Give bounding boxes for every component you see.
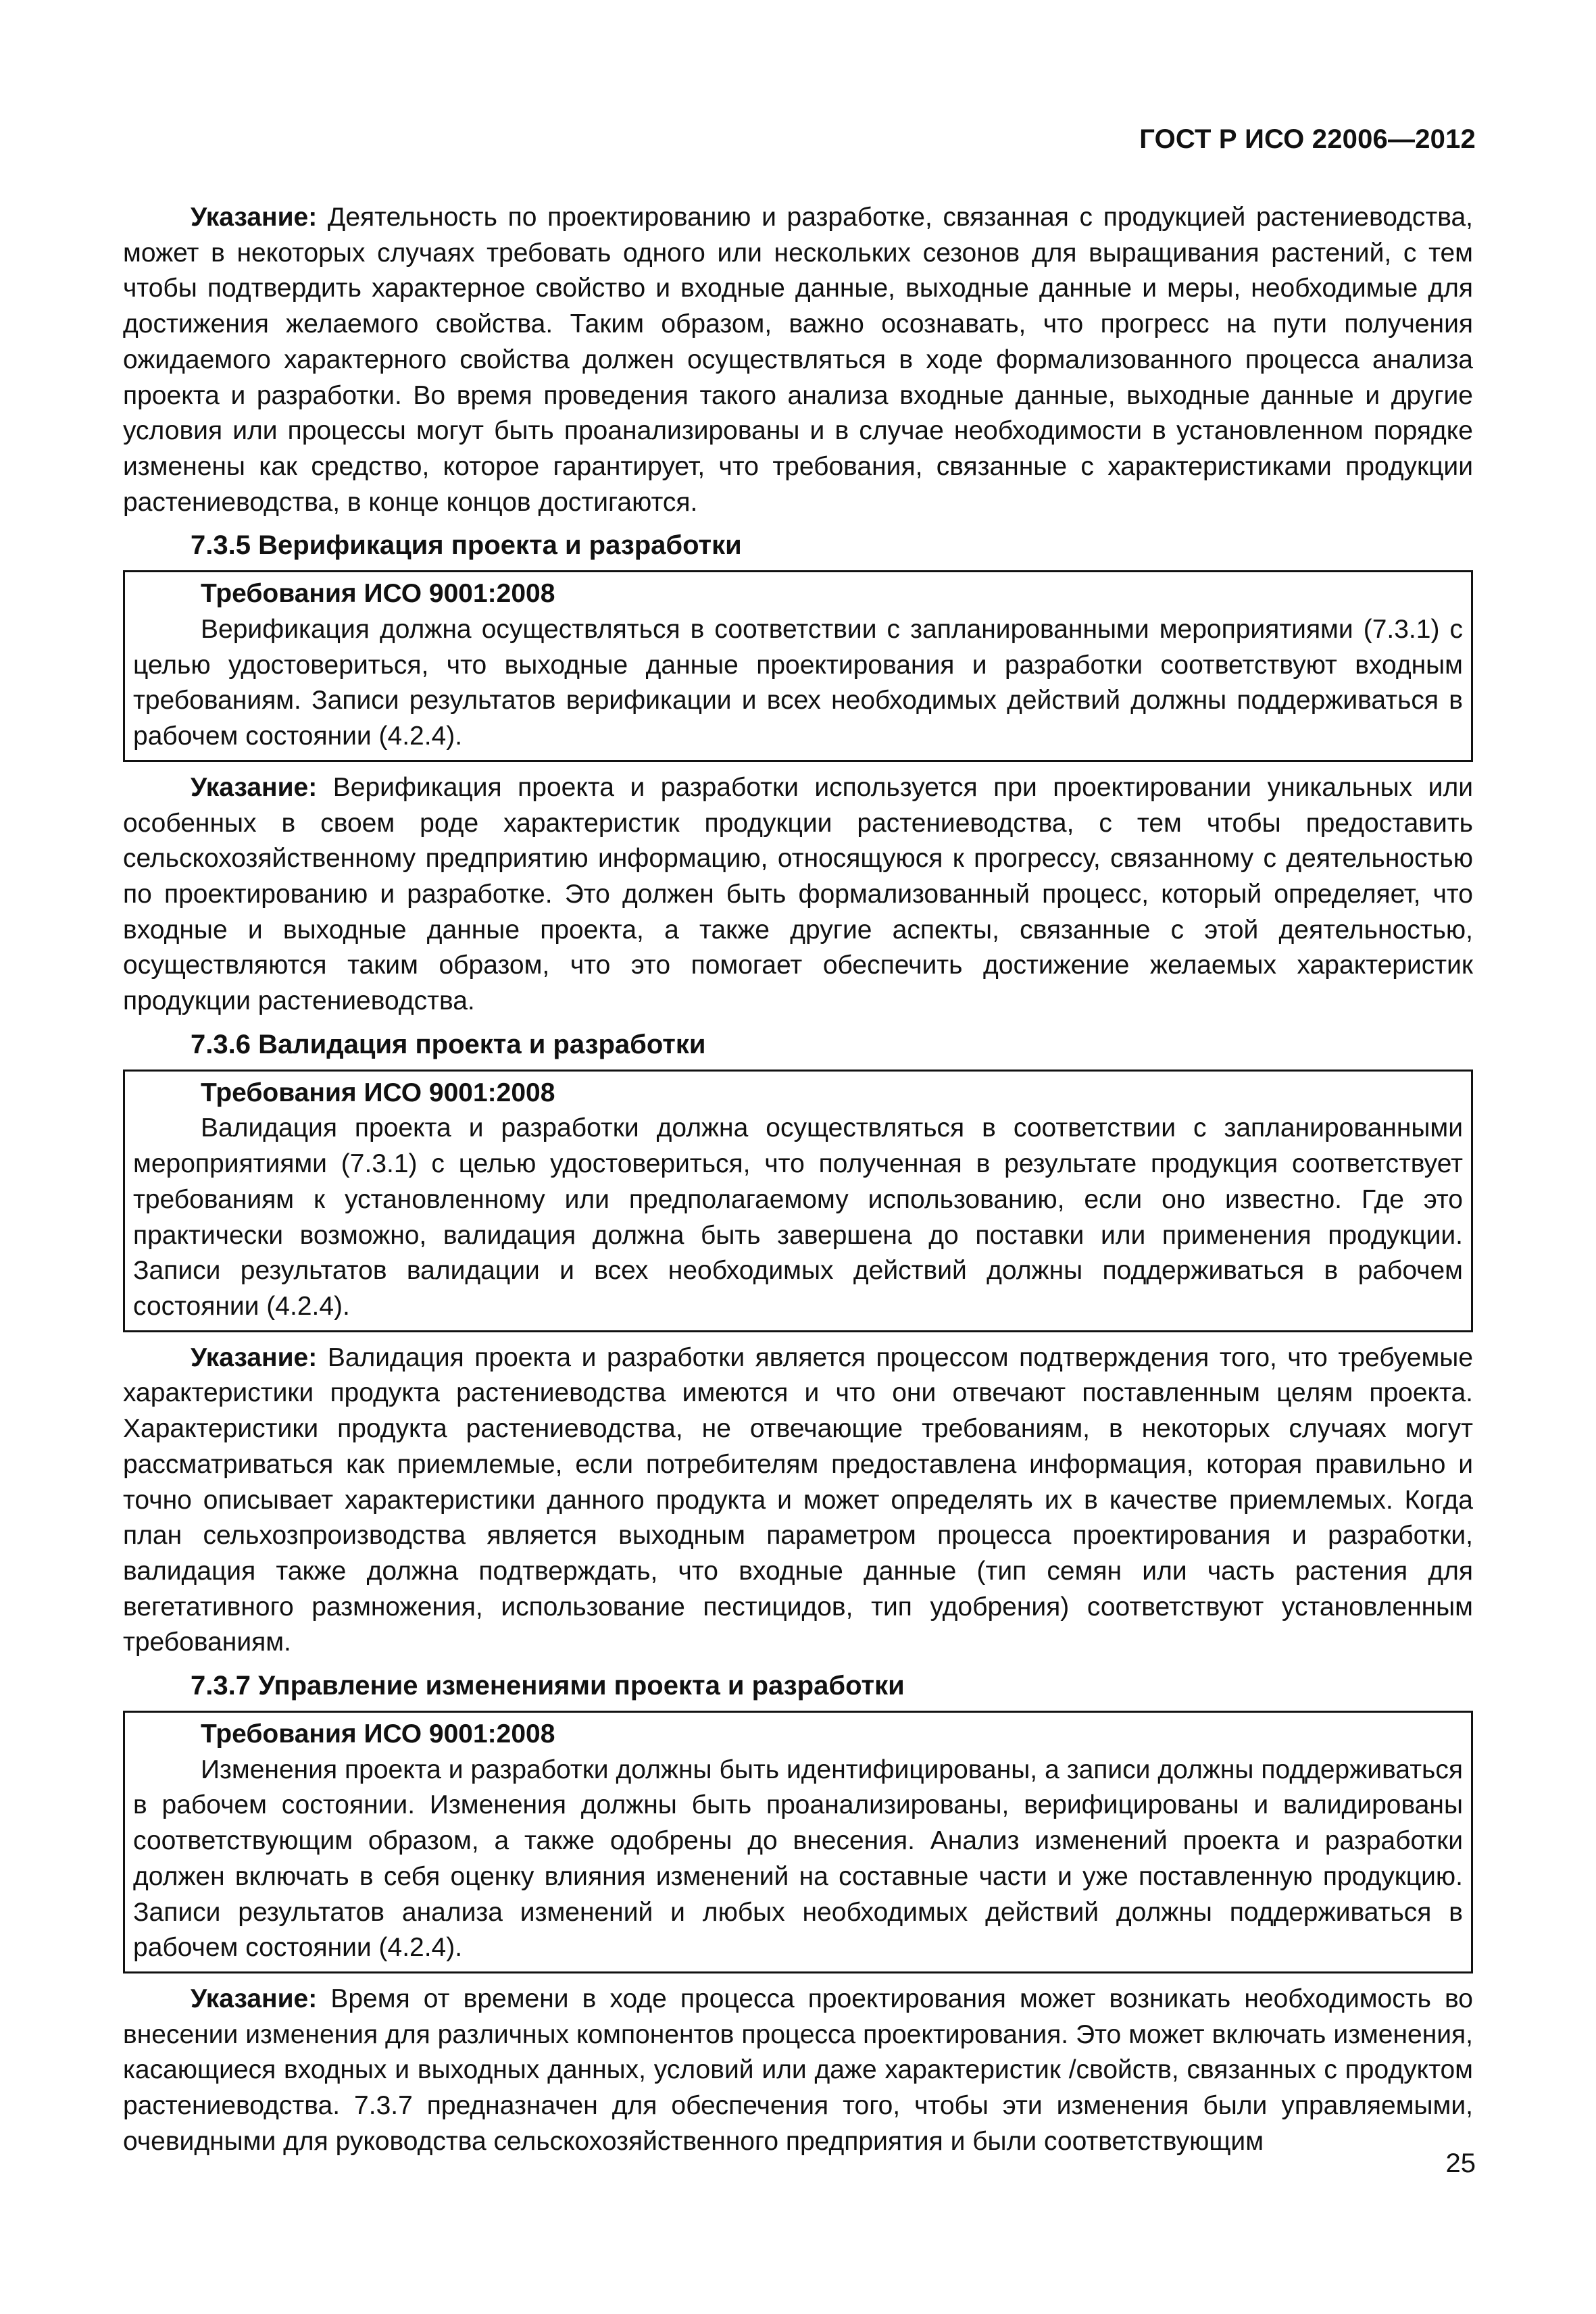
- note-paragraph-7-3-5: [123, 770, 1473, 1020]
- requirements-box-7-3-7: [123, 1711, 1473, 1973]
- requirements-text: Валидация проекта и разработки должна осуществляться в соответствии с запланированными мероприятиями (7.3.1) с целью удостовериться, что полученная в результате продукция соответствует требованиям к установленному или предполагаемому использованию, если оно известно. Где это практически возможно, валидация должна быть завершена до поставки или применения продукции. Записи результатов валидации и всех необходимых действий должны поддерживаться в рабочем состоянии (4.2.4).: [133, 1113, 1463, 1321]
- note-paragraph-7-3-6: [123, 1340, 1473, 1661]
- note-paragraph-intro: [123, 200, 1473, 520]
- section-title-7-3-7: 7.3.7 Управление изменениями проекта и разработки: [191, 1671, 905, 1701]
- document-header: ГОСТ Р ИСО 22006—2012: [1139, 124, 1476, 154]
- requirements-text: Изменения проекта и разработки должны быть идентифицированы, а записи должны поддерживаться в рабочем состоянии. Изменения должны быть проанализированы, верифицированы и валидированы соответствующим образом, а также одобрены до внесения. Анализ изменений проекта и разработки должен включать в себя оценку влияния изменений на составные части и уже поставленную продукцию. Записи результатов анализа изменений и любых необходимых действий должны поддерживаться в рабочем состоянии (4.2.4).: [133, 1755, 1463, 1963]
- note-label: Указание:: [191, 772, 318, 802]
- document-body: [123, 200, 1473, 2159]
- requirements-text: Верификация должна осуществляться в соответствии с запланированными мероприятиями (7.3.1) с целью удостовериться, что выходные данные проектирования и разработки соответствуют входным требованиям. Записи результатов верификации и всех необходимых действий должны поддерживаться в рабочем состоянии (4.2.4).: [133, 615, 1463, 751]
- requirements-box-7-3-6: [123, 1070, 1473, 1332]
- note-text: Деятельность по проектированию и разработке, связанная с продукцией растениеводства, может в некоторых случаях требовать одного или нескольких сезонов для выращивания растений, с тем чтобы подтвердить характерное свойство и входные данные, выходные данные и меры, необходимые для достижения желаемого свойства. Таким образом, важно осознавать, что прогресс на пути получения ожидаемого характерного свойства должен осуществляться в ходе формализованного процесса анализа проекта и разработки. Во время проведения такого анализа входные данные, выходные данные и другие условия или процессы могут быть проанализированы и в случае необходимости в установленном порядке изменены как средство, которое гарантирует, что требования, связанные с характеристиками продукции растениеводства, в конце концов достигаются.: [123, 203, 1473, 517]
- section-title-7-3-6: 7.3.6 Валидация проекта и разработки: [191, 1029, 706, 1059]
- requirements-box-7-3-5: [123, 570, 1473, 762]
- requirements-title: Требования ИСО 9001:2008: [201, 1719, 555, 1749]
- note-paragraph-7-3-7: [123, 1982, 1473, 2160]
- requirements-title: Требования ИСО 9001:2008: [201, 1078, 555, 1107]
- note-text: Валидация проекта и разработки является процессом подтверждения того, что требуемые характеристики продукта растениеводства имеются и что они отвечают поставленным целям проекта. Характеристики продукта растениеводства, не отвечающие требованиям, в некоторых случаях могут рассматриваться как приемлемые, если потребителям предоставлена информация, которая правильно и точно описывает характеристики данного продукта и может определять их в качестве приемлемых. Когда план сельхозпроизводства является выходным параметром процесса проектирования и разработки, валидация также должна подтверждать, что входные данные (тип семян или часть растения для вегетативного размножения, использование пестицидов, тип удобрения) соответствуют установленным требованиям.: [123, 1342, 1474, 1657]
- note-label: Указание:: [191, 1342, 318, 1372]
- note-text: Верификация проекта и разработки используется при проектировании уникальных или особенных в своем роде характеристик продукции растениеводства, с тем чтобы предоставить сельскохозяйственному предприятию информацию, относящуюся к прогрессу, связанному с деятельностью по проектированию и разработке. Это должен быть формализованный процесс, который определяет, что входные и выходные данные проекта, а также другие аспекты, связанные с этой деятельностью, осуществляются таким образом, что это помогает обеспечить достижение желаемых характеристик продукции растениеводства.: [123, 772, 1473, 1016]
- page-number: 25: [1445, 2148, 1476, 2178]
- note-text: Время от времени в ходе процесса проектирования может возникать необходимость во внесении изменения для различных компонентов процесса проектирования. Это может включать изменения, касающиеся входных и выходных данных, условий или даже характеристик /свойств, связанных с продуктом растениеводства. 7.3.7 предназначен для обеспечения того, чтобы эти изменения были управляемыми, очевидными для руководства сельскохозяйственного предприятия и были соответствующим: [123, 1984, 1473, 2156]
- requirements-title: Требования ИСО 9001:2008: [201, 579, 555, 609]
- note-label: Указание:: [191, 203, 318, 232]
- section-title-7-3-5: 7.3.5 Верификация проекта и разработки: [191, 530, 742, 561]
- note-label: Указание:: [191, 1984, 318, 2013]
